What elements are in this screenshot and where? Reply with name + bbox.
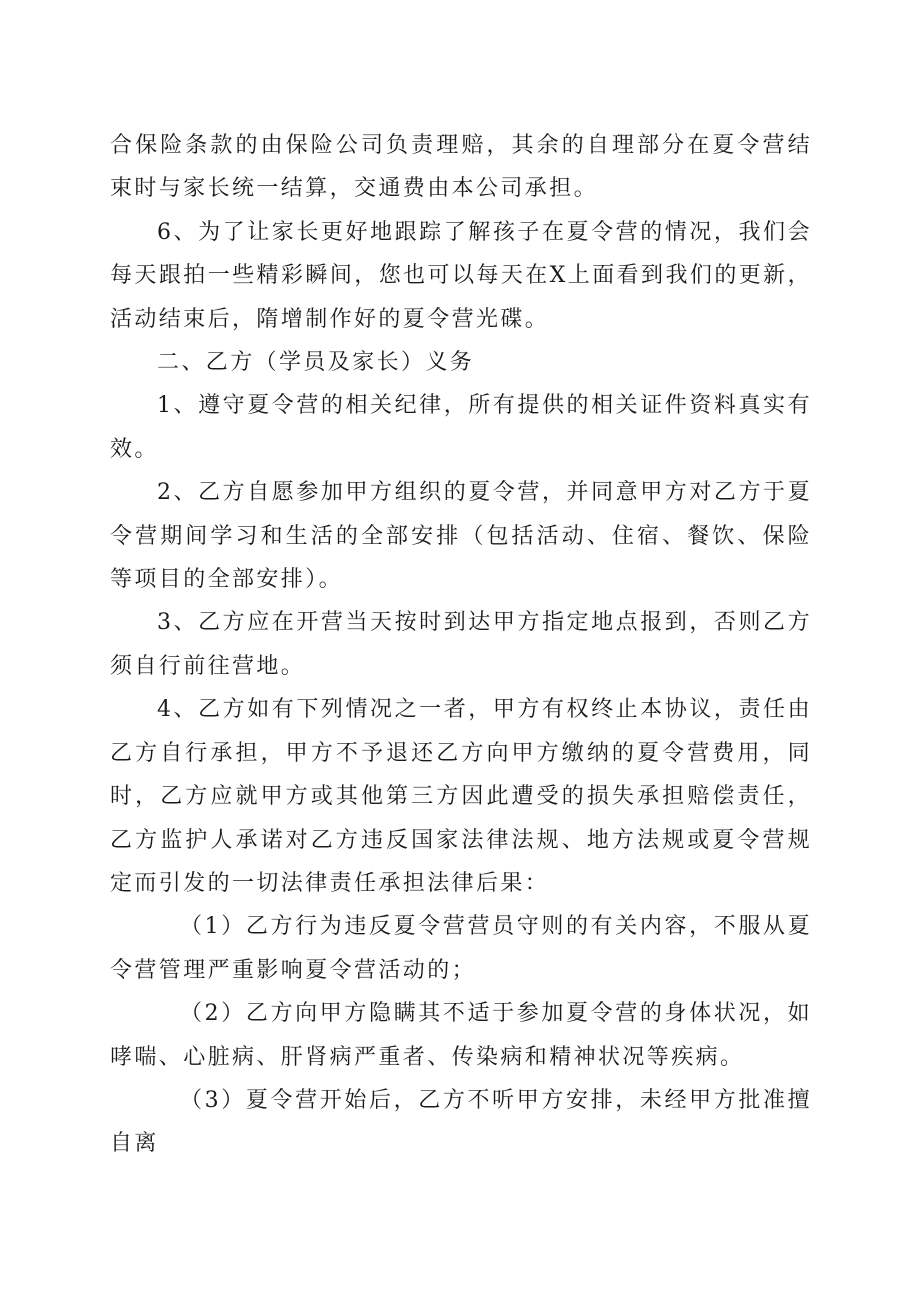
paragraph-subitem-3: （3）夏令营开始后，乙方不听甲方安排，未经甲方批准擅自离 — [110, 1087, 812, 1157]
paragraph-party-b-item-3: 3、乙方应在开营当天按时到达甲方指定地点报到，否则乙方须自行前往营地。 — [110, 610, 812, 679]
paragraph-item-6: 6、为了让家长更好地跟踪了解孩子在夏令营的情况，我们会每天跟拍一些精彩瞬间，您也可以每天在X上面看到我们的更新，活动结束后，隋增制作好的夏令营光碟。 — [110, 219, 812, 332]
paragraph-continued: 合保险条款的由保险公司负责理赔，其余的自理部分在夏令营结束时与家长统一结算，交通费由本公司承担。 — [110, 133, 812, 202]
section-heading-party-b-obligations: 二、乙方（学员及家长）义务 — [157, 350, 475, 376]
paragraph-party-b-item-2: 2、乙方自愿参加甲方组织的夏令营，并同意甲方对乙方于夏令营期间学习和生活的全部安排（包括活动、住宿、餐饮、保险等项目的全部安排）。 — [110, 480, 812, 593]
document-body — [110, 124, 812, 1166]
paragraph-party-b-item-4: 4、乙方如有下列情况之一者，甲方有权终止本协议，责任由乙方自行承担，甲方不予退还乙方向甲方缴纳的夏令营费用，同时，乙方应就甲方或其他第三方因此遭受的损失承担赔偿责任，乙方监护人承诺对乙方违反国家法律法规、地方法规或夏令营规定而引发的一切法律责任承担法律后果： — [110, 697, 812, 896]
paragraph-subitem-1: （1）乙方行为违反夏令营营员守则的有关内容，不服从夏令营管理严重影响夏令营活动的； — [110, 914, 812, 983]
paragraph-party-b-item-1: 1、遵守夏令营的相关纪律，所有提供的相关证件资料真实有效。 — [110, 393, 812, 462]
paragraph-subitem-2: （2）乙方向甲方隐瞒其不适于参加夏令营的身体状况，如哮喘、心脏病、肝肾病严重者、传染病和精神状况等疾病。 — [110, 1001, 812, 1070]
